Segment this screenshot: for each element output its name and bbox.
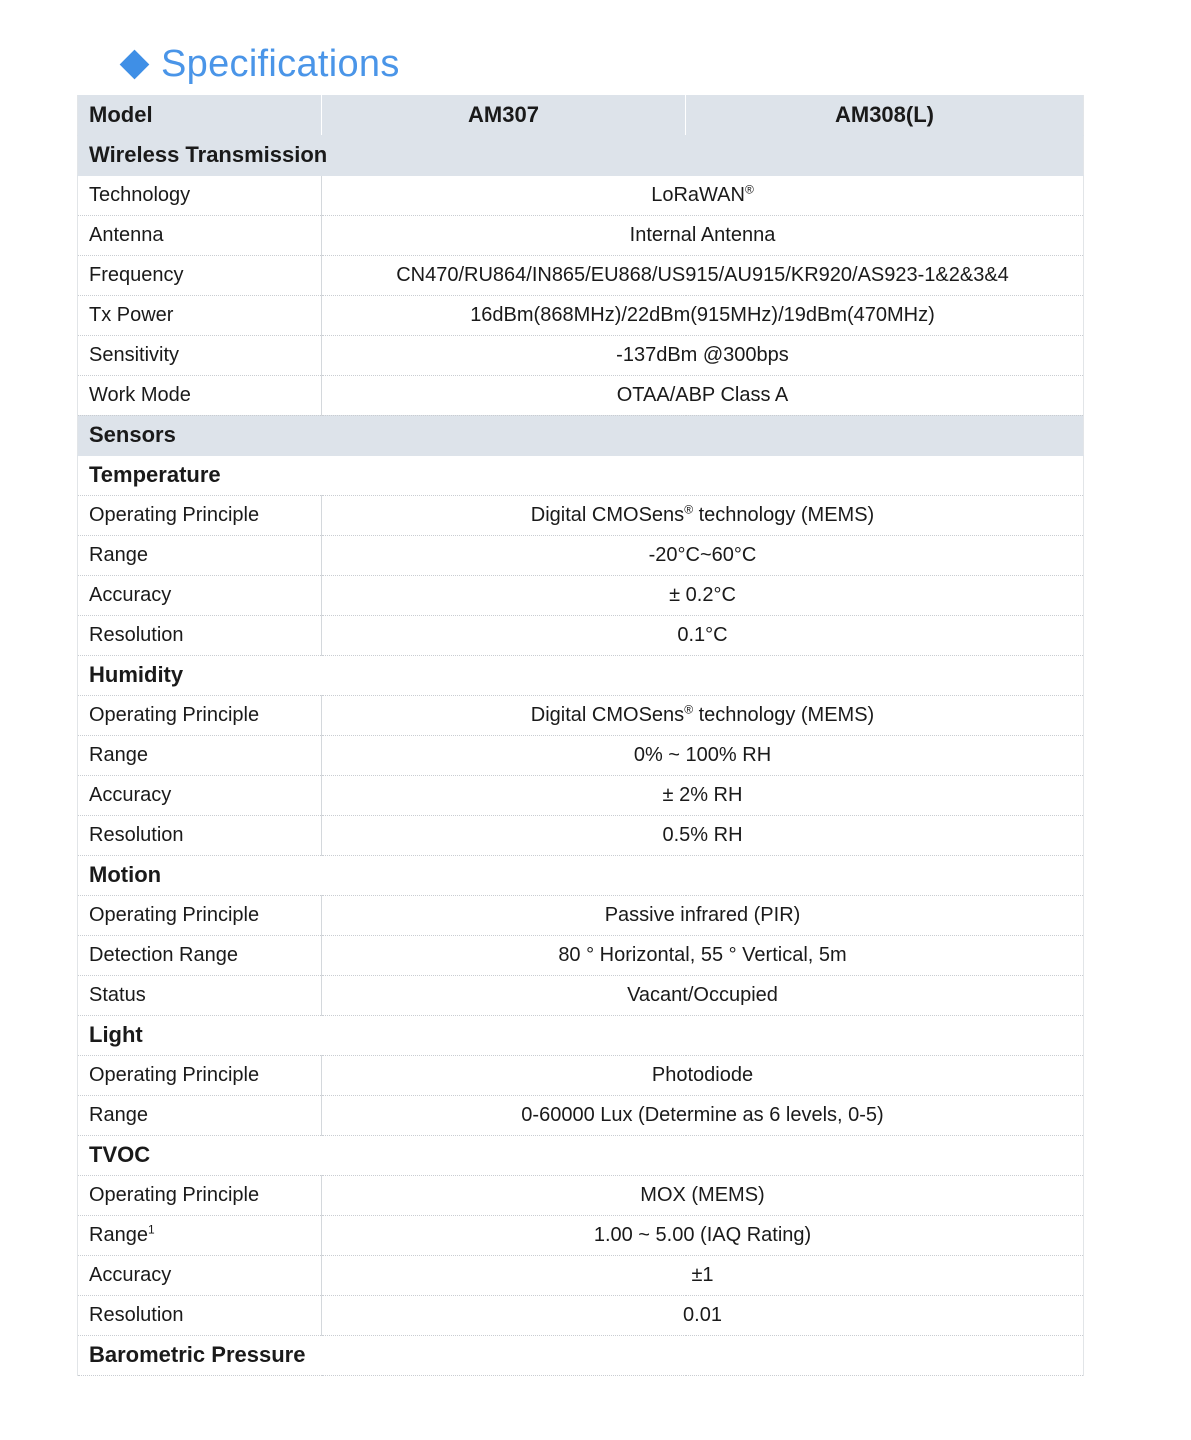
table-row [78, 815, 1084, 855]
row-value: 16dBm(868MHz)/22dBm(915MHz)/19dBm(470MHz) [322, 295, 1084, 335]
row-value: ±1 [322, 1255, 1084, 1295]
table-row [78, 295, 1084, 335]
table-row [78, 775, 1084, 815]
table-header-row [78, 95, 1084, 135]
row-label: Detection Range [78, 935, 322, 975]
section-header-row [78, 415, 1084, 455]
row-value: ± 2% RH [322, 775, 1084, 815]
row-label: Accuracy [78, 1255, 322, 1295]
table-row [78, 215, 1084, 255]
model-header-label: Model [78, 95, 322, 135]
row-value: 0.5% RH [322, 815, 1084, 855]
subsection-title-light: Light [78, 1015, 1084, 1055]
row-label: Range [78, 1095, 322, 1135]
registered-mark: ® [744, 181, 754, 196]
table-row [78, 935, 1084, 975]
subsection-title-tvoc: TVOC [78, 1135, 1084, 1175]
table-row [78, 495, 1084, 535]
subsection-title-humidity: Humidity [78, 655, 1084, 695]
subsection-header-row [78, 1015, 1084, 1055]
table-row [78, 895, 1084, 935]
subsection-header-row [78, 855, 1084, 895]
row-value: OTAA/ABP Class A [322, 375, 1084, 415]
section-title-wireless: Wireless Transmission [78, 135, 1084, 175]
row-label: Antenna [78, 215, 322, 255]
row-label: Operating Principle [78, 1055, 322, 1095]
row-value: CN470/RU864/IN865/EU868/US915/AU915/KR920/AS923-1&2&3&4 [322, 255, 1084, 295]
row-label: Operating Principle [78, 695, 322, 735]
row-value: 0-60000 Lux (Determine as 6 levels, 0-5) [322, 1095, 1084, 1135]
table-row [78, 175, 1084, 215]
row-label: Sensitivity [78, 335, 322, 375]
row-value: ± 0.2°C [322, 575, 1084, 615]
row-label: Resolution [78, 615, 322, 655]
subsection-header-row [78, 455, 1084, 495]
table-row [78, 695, 1084, 735]
table-row [78, 975, 1084, 1015]
subsection-header-row [78, 1135, 1084, 1175]
table-row [78, 575, 1084, 615]
row-label: Operating Principle [78, 495, 322, 535]
row-value: Internal Antenna [322, 215, 1084, 255]
section-header-row [78, 135, 1084, 175]
row-label: Operating Principle [78, 895, 322, 935]
table-row [78, 335, 1084, 375]
row-label: Status [78, 975, 322, 1015]
row-value: 0% ~ 100% RH [322, 735, 1084, 775]
diamond-bullet-icon [120, 49, 150, 79]
model-header-am307: AM307 [322, 95, 686, 135]
section-heading [120, 38, 400, 90]
row-label: Frequency [78, 255, 322, 295]
row-value: Digital CMOSens® technology (MEMS) [322, 495, 1084, 535]
model-header-am308: AM308(L) [686, 95, 1084, 135]
row-value: 0.01 [322, 1295, 1084, 1335]
row-value: MOX (MEMS) [322, 1175, 1084, 1215]
row-label: Range [78, 535, 322, 575]
table-row [78, 615, 1084, 655]
row-value: LoRaWAN® [322, 175, 1084, 215]
row-value: 0.1°C [322, 615, 1084, 655]
row-label: Accuracy [78, 775, 322, 815]
specifications-table [77, 95, 1084, 1376]
subsection-header-row [78, 655, 1084, 695]
row-value: 1.00 ~ 5.00 (IAQ Rating) [322, 1215, 1084, 1255]
row-label: Accuracy [78, 575, 322, 615]
table-row [78, 1055, 1084, 1095]
row-value: Passive infrared (PIR) [322, 895, 1084, 935]
row-label: Tx Power [78, 295, 322, 335]
row-label: Work Mode [78, 375, 322, 415]
table-row [78, 1295, 1084, 1335]
table-row [78, 1215, 1084, 1255]
row-label: Resolution [78, 815, 322, 855]
registered-mark: ® [684, 701, 694, 716]
table-row [78, 735, 1084, 775]
row-value: Vacant/Occupied [322, 975, 1084, 1015]
table-row [78, 535, 1084, 575]
row-label: Range [78, 735, 322, 775]
subsection-title-temperature: Temperature [78, 455, 1084, 495]
heading-text: Specifications [161, 42, 400, 85]
row-value: Photodiode [322, 1055, 1084, 1095]
footnote-mark: 1 [147, 1221, 155, 1236]
table-row [78, 1255, 1084, 1295]
table-row [78, 375, 1084, 415]
row-label: Technology [78, 175, 322, 215]
table-row [78, 255, 1084, 295]
subsection-header-row [78, 1335, 1084, 1375]
row-label: Resolution [78, 1295, 322, 1335]
subsection-title-motion: Motion [78, 855, 1084, 895]
row-label: Range$^1$ [78, 1215, 322, 1255]
row-value: 80 ° Horizontal, 55 ° Vertical, 5m [322, 935, 1084, 975]
registered-mark: ® [684, 501, 694, 516]
section-title-sensors: Sensors [78, 415, 1084, 455]
subsection-title-pressure: Barometric Pressure [78, 1335, 1084, 1375]
row-value: -20°C~60°C [322, 535, 1084, 575]
table-row [78, 1095, 1084, 1135]
row-value: -137dBm @300bps [322, 335, 1084, 375]
row-label: Operating Principle [78, 1175, 322, 1215]
table-row [78, 1175, 1084, 1215]
row-value: Digital CMOSens® technology (MEMS) [322, 695, 1084, 735]
